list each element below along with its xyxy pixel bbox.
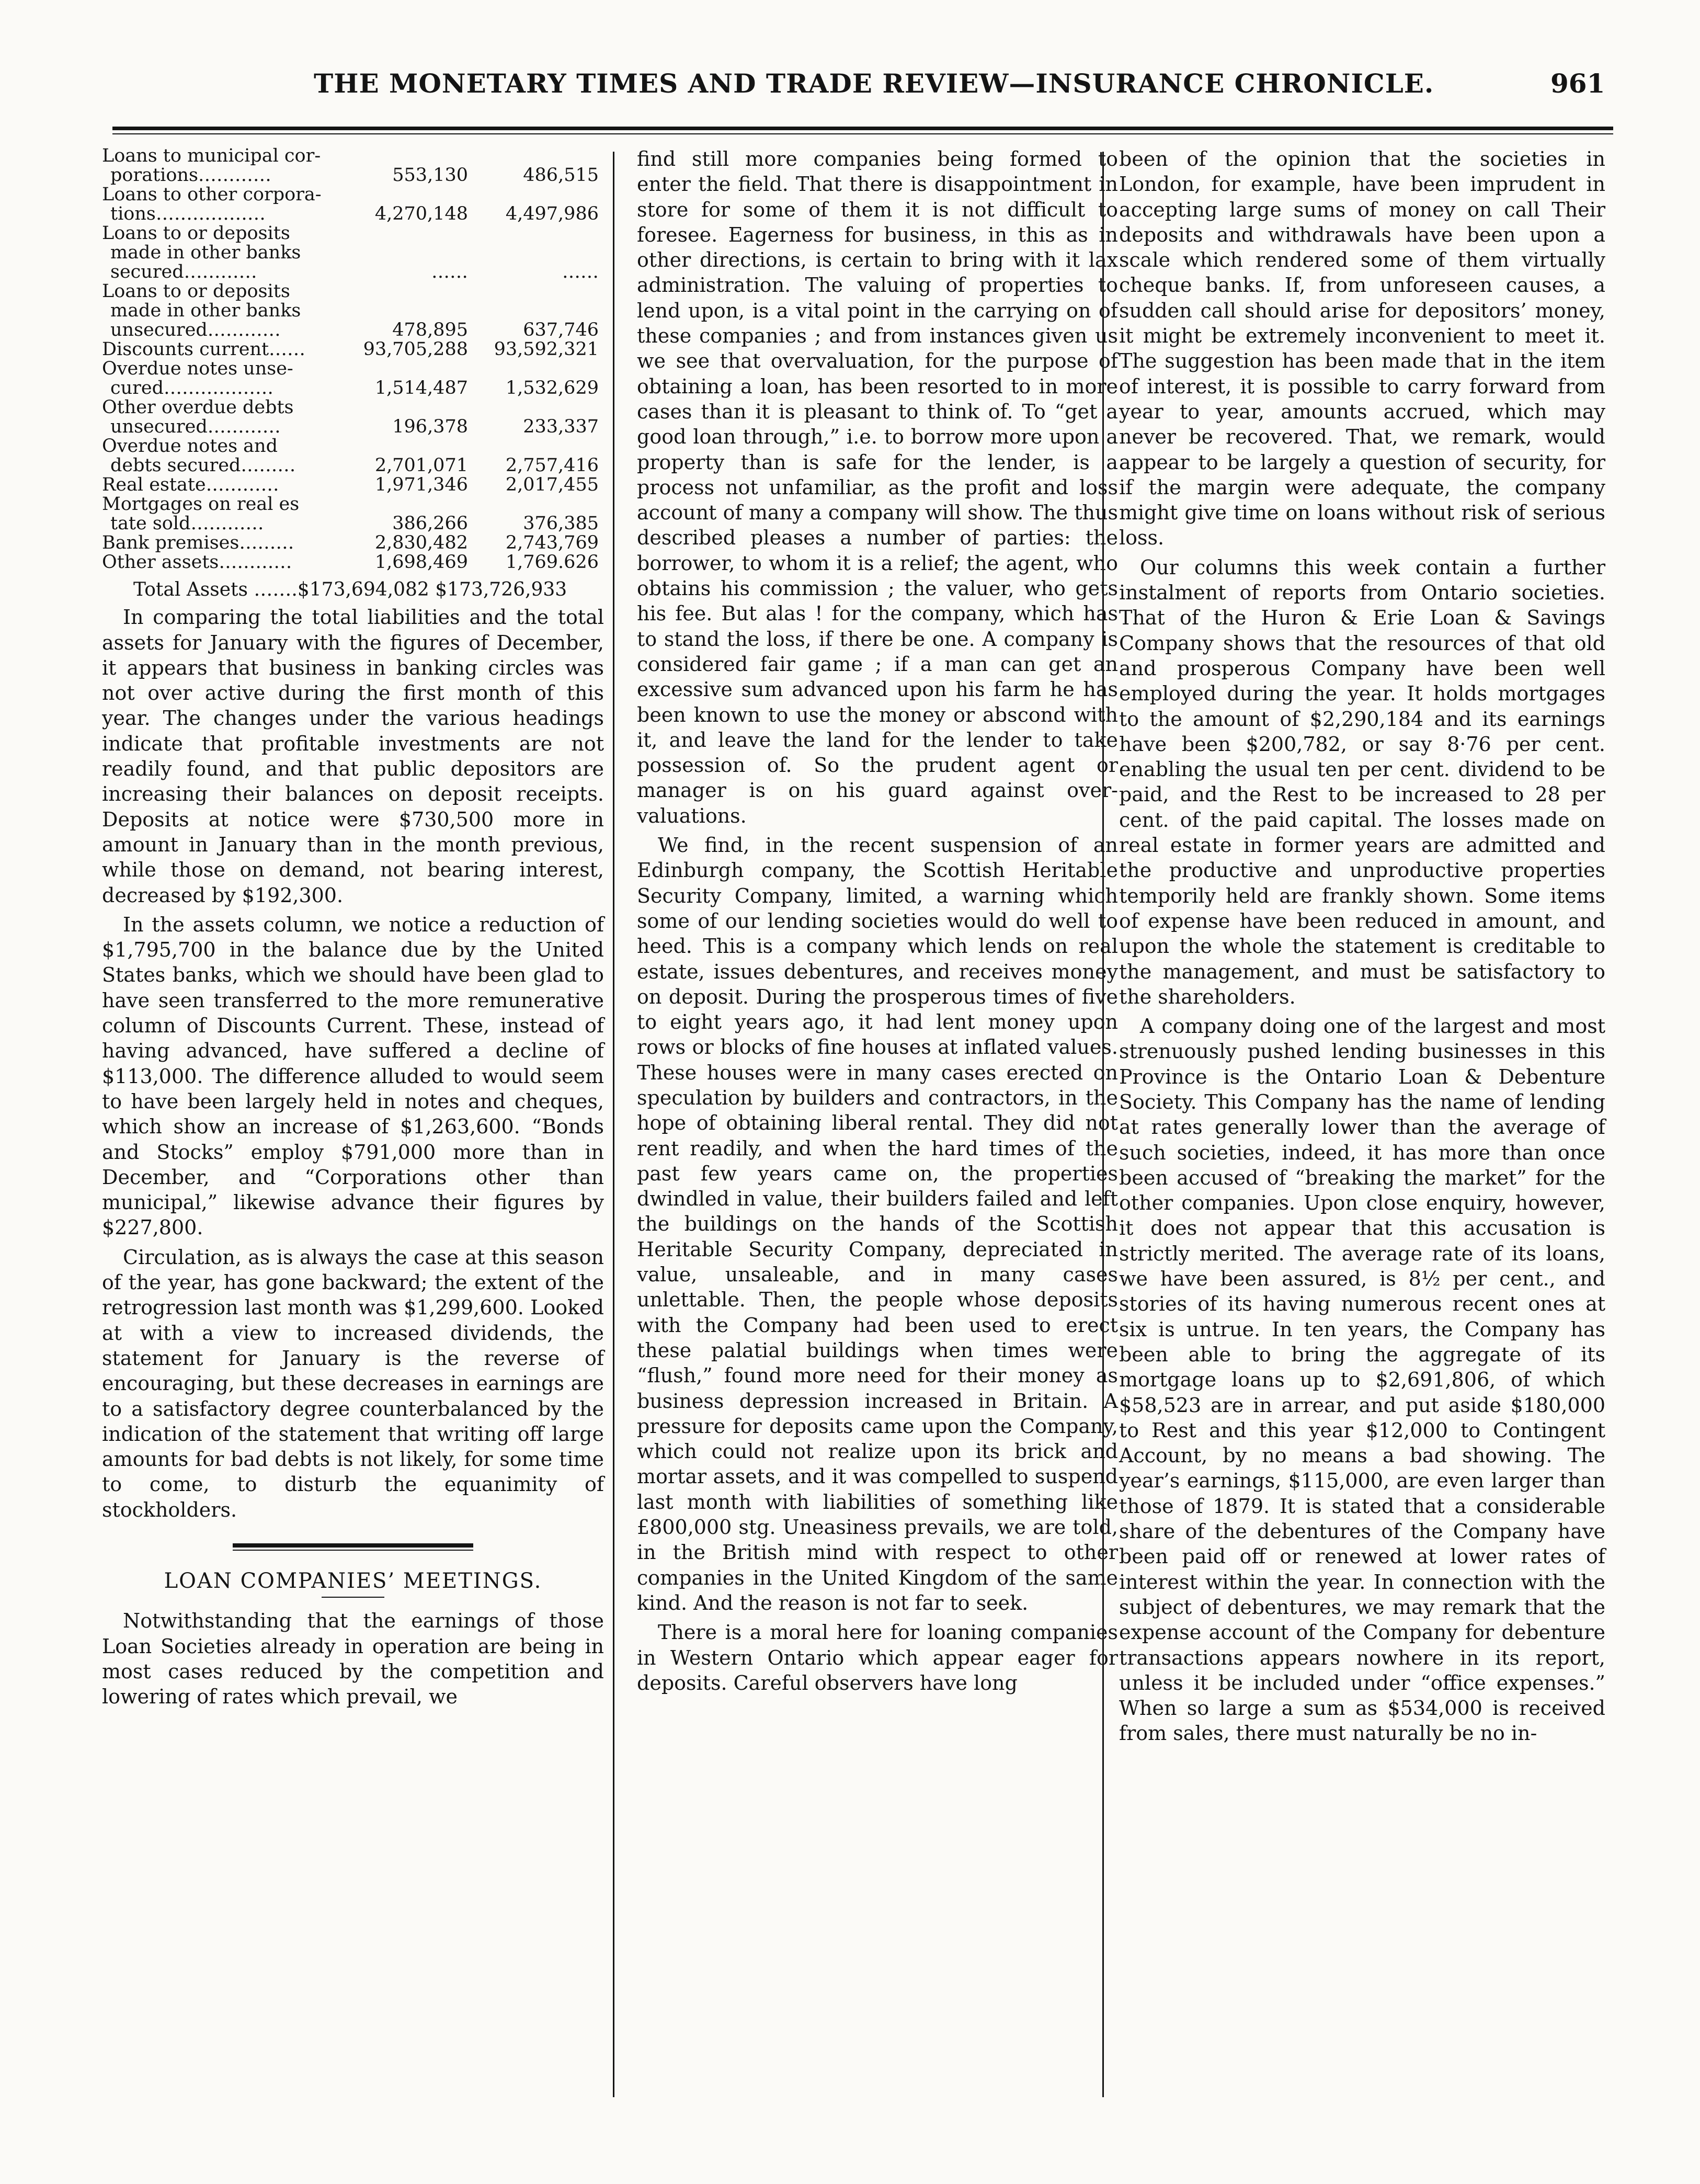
asset-value-january: 478,895: [392, 320, 468, 340]
asset-label: [102, 359, 348, 398]
asset-value-december: 2,757,416: [505, 455, 599, 476]
asset-label-line: Other overdue debts: [102, 397, 294, 418]
asset-label-line: Loans to or deposits: [102, 223, 290, 244]
asset-value-december: 4,497,986: [505, 203, 599, 224]
asset-row: [102, 146, 599, 185]
paragraph: In comparing the total liabilities and the total assets for January with the figures of December, it appears that business in banking circles was not over active during the first month of this year. The changes under the various headings indicate that profitable investments are not readily found, and that public depositors are increasing their balances on deposit receipts. Deposits at notice were $730,500 more in amount in January than in the month previous, while those on demand, not bearing interest, decreased by $192,300.: [102, 606, 604, 907]
asset-value-january: ……: [431, 261, 468, 282]
asset-value-december: 486,515: [523, 165, 599, 186]
section-divider-rule-thin: [233, 1550, 473, 1551]
paragraph: There is a moral here for loaning companies in Western Ontario which appear eager for deposits. Careful observers have long: [637, 1621, 1118, 1694]
paragraph: Our columns this week contain a further instalment of reports from Ontario societies. That of the Huron & Erie Loan & Savings Company shows that the resources of that old and prosperous Company have been well employed during the year. It holds mortgages to the amount of $2,290,184 and its earnings have been $200,782, or say 8·76 per cent. enabling the usual ten per cent. dividend to be paid, and the Rest to be increased to 28 per cent. of the paid capital. The losses made on real estate in former years are admitted and the productive and unproductive properties temporily held are frankly shown. Some items of expense have been reduced in amount, and upon the whole the statement is creditable to the management, and must be satisfactory to the shareholders.: [1119, 555, 1605, 1008]
asset-label-line: Discounts current……: [102, 339, 306, 360]
asset-label: [102, 185, 348, 224]
asset-value-january: 1,971,346: [374, 474, 468, 495]
asset-value-january: 553,130: [392, 165, 468, 186]
paragraph: In the assets column, we notice a reduction of $1,795,700 in the balance due by the United States banks, which we should have been glad to have seen transferred to the more remunerative column of Discounts Current. These, instead of having advanced, have suffered a decline of $113,000. The difference alluded to would seem to have been largely held in notes and cheques, which show an increase of $1,263,600. “Bonds and Stocks” employ $791,000 more than in December, and “Corporations other than municipal,” likewise advance their figures by $227,800.: [102, 913, 604, 1239]
asset-label-line: Other assets…………: [102, 552, 292, 573]
asset-label-line: Loans to other corpora-: [102, 184, 322, 205]
asset-row: [102, 437, 599, 475]
asset-value-december: 1,532,629: [505, 378, 599, 399]
asset-label: [102, 340, 348, 359]
asset-row: [102, 475, 599, 495]
asset-label-line: cured………………: [110, 378, 273, 399]
asset-value-december: ……: [562, 261, 599, 282]
asset-value-january: 196,378: [392, 416, 468, 437]
asset-value-december: 93,592,321: [494, 339, 599, 360]
asset-label-line: made in other banks: [110, 242, 301, 263]
column-1: [102, 146, 604, 1713]
paragraph: been of the opinion that the societies in London, for example, have been imprudent in accepting large sums of money on call Their deposits and withdrawals have been upon a scale which rendered some of them virtually cheque banks. If, from unforeseen causes, a sudden call should arise for depositors’ money, it might be extremely inconvenient to meet it. The suggestion has been made that in the item of interest, it is possible to carry forward from year to year, amounts accrued, which may never be recovered. That, we remark, would appear to be largely a question of security, for if the margin were adequate, the company might give time on loans without risk of serious loss.: [1119, 147, 1605, 550]
asset-value-january: 93,705,288: [363, 339, 468, 360]
asset-label: [102, 533, 348, 553]
asset-label-line: debts secured………: [110, 455, 296, 476]
asset-row: [102, 553, 599, 572]
asset-label: [102, 475, 348, 495]
section-divider-rule: [233, 1543, 473, 1548]
paragraph: A company doing one of the largest and most strenuously pushed lending businesses in this Province is the Ontario Loan & Debenture Society. This Company has the name of lending at rates generally lower than the average of such societies, indeed, it has more than once been accused of “breaking the market” for the other companies. Upon close enquiry, however, it does not appear that this accusation is strictly merited. The average rate of its loans, we have been assured, is 8½ per cent., and stories of its having numerous recent ones at six is untrue. In ten years, the Company has been able to bring the aggregate of its mortgage loans up to $2,691,806, of which $58,523 are in arrear, and put aside $180,000 to Rest and this year $12,000 to Contingent Account, by no means a bad showing. The year’s earnings, $115,000, are even larger than those of 1879. It is stated that a considerable share of the debentures of the Company have been paid off or renewed at lower rates of interest within the year. In connection with the subject of debentures, we may remark that the expense account of the Company for debenture transactions appears nowhere in its report, unless it be included under “office expenses.” When so large a sum as $534,000 is received from sales, there must naturally be no in-: [1119, 1015, 1605, 1745]
asset-label: [102, 146, 348, 185]
running-header: THE MONETARY TIMES AND TRADE REVIEW—INSURANCE CHRONICLE.: [314, 68, 1434, 99]
asset-row: [102, 185, 599, 224]
asset-label: [102, 282, 348, 340]
asset-row: [102, 495, 599, 533]
asset-label: [102, 224, 348, 282]
asset-row: [102, 398, 599, 437]
column-3: [1119, 146, 1605, 1750]
asset-value-december: 637,746: [523, 320, 599, 340]
asset-label-line: Overdue notes and: [102, 436, 278, 457]
asset-label-line: secured…………: [110, 261, 257, 282]
assets-table: [102, 146, 599, 572]
asset-label-line: porations…………: [110, 165, 271, 186]
asset-label-line: unsecured…………: [110, 320, 281, 340]
asset-row: [102, 224, 599, 282]
asset-row: [102, 359, 599, 398]
paragraph: Notwithstanding that the earnings of those Loan Societies already in operation are being in most cases reduced by the competition and lowering of rates which prevail, we: [102, 1609, 604, 1709]
asset-value-january: 386,266: [392, 513, 468, 534]
asset-value-december: 2,017,455: [505, 474, 599, 495]
asset-label: [102, 553, 348, 572]
asset-label-line: tions………………: [110, 203, 266, 224]
asset-row: [102, 340, 599, 359]
heading-underline: [322, 1597, 384, 1598]
asset-value-january: 1,698,469: [374, 552, 468, 573]
asset-row: [102, 282, 599, 340]
asset-value-january: 4,270,148: [374, 203, 468, 224]
asset-label: [102, 495, 348, 533]
asset-label: [102, 437, 348, 475]
asset-value-december: 233,337: [523, 416, 599, 437]
asset-label-line: Loans to or deposits: [102, 281, 290, 302]
paragraph: Circulation, as is always the case at this season of the year, has gone backward; the extent of the retrogression last month was $1,299,600. Looked at with a view to increased dividends, the statement for January is the reverse of encouraging, but these decreases in earnings are to a satisfactory degree counterbalanced by the indication of the statement that writing off large amounts for bad debts is not likely, for some time to come, to disturb the equanimity of stockholders.: [102, 1245, 604, 1521]
asset-label-line: made in other banks: [110, 300, 301, 321]
page-number: 961: [1550, 68, 1605, 99]
total-assets-line: Total Assets …….$173,694,082 $173,726,933: [133, 579, 567, 600]
asset-label-line: tate sold…………: [110, 513, 264, 534]
asset-label-line: Loans to municipal cor-: [102, 145, 321, 166]
asset-value-january: 2,701,071: [374, 455, 468, 476]
asset-label-line: Real estate…………: [102, 474, 279, 495]
asset-row: [102, 533, 599, 553]
asset-label-line: Overdue notes unse-: [102, 358, 293, 379]
asset-value-january: 1,514,487: [374, 378, 468, 399]
asset-value-december: 1,769.626: [505, 552, 599, 573]
asset-label-line: Mortgages on real es: [102, 494, 300, 515]
asset-label: [102, 398, 348, 437]
asset-value-january: 2,830,482: [374, 532, 468, 553]
asset-label-line: unsecured…………: [110, 416, 281, 437]
paragraph: find still more companies being formed to enter the field. That there is disappointment in store for some of them it is not difficult to foresee. Eagerness for business, in this as in other directions, is certain to bring with it lax administration. The valuing of properties to lend upon, is a vital point in the carrying on of these companies ; and from instances given us we see that overvaluation, for the purpose of obtaining a loan, has been resorted to in more cases than it is pleasant to think of. To “get a good loan through,” i.e. to borrow more upon a property than is safe for the lender, is a process not unfamiliar, as the profit and loss account of many a company will show. The thus described pleases a number of parties: the borrower, to whom it is a relief; the agent, who obtains his commission ; the valuer, who gets his fee. But alas ! for the company, which has to stand the loss, if there be one. A company is considered fair game ; if a man can get an excessive sum advanced upon his farm he has been known to use the money or abscond with it, and leave the land for the lender to take possession of. So the prudent agent or manager is on his guard against over-valuations.: [637, 147, 1118, 827]
paragraph: We find, in the recent suspension of an Edinburgh company, the Scottish Heritable Security Company, limited, a warning which some of our lending societies would do well to heed. This is a company which lends on real estate, issues debentures, and receives money on deposit. During the prosperous times of five to eight years ago, it had lent money upon rows or blocks of fine houses at inflated values. These houses were in many cases erected on speculation by builders and contractors, in the hope of obtaining liberal rental. They did not rent readily, and when the hard times of the past few years came on, the properties dwindled in value, their builders failed and left the buildings on the hands of the Scottish Heritable Security Company, depreciated in value, unsaleable, and in many cases unlettable. Then, the people whose deposits with the Company had been used to erect these palatial buildings when times were “flush,” found more need for their money as business depression increased in Britain. A pressure for deposits came upon the Company, which could not realize upon its brick and mortar assets, and it was compelled to suspend last month with liabilities of something like £800,000 stg. Uneasiness prevails, we are told, in the British mind with respect to other companies in the United Kingdom of the same kind. And the reason is not far to seek.: [637, 834, 1118, 1614]
asset-value-december: 376,385: [523, 513, 599, 534]
asset-label-line: Bank premises………: [102, 532, 294, 553]
asset-value-december: 2,743,769: [505, 532, 599, 553]
section-heading: LOAN COMPANIES’ MEETINGS.: [164, 1568, 542, 1593]
header-rule-thin: [112, 133, 1613, 134]
column-divider-1: [613, 152, 614, 2097]
header-rule-thick: [112, 127, 1613, 130]
column-2: [637, 146, 1118, 1700]
